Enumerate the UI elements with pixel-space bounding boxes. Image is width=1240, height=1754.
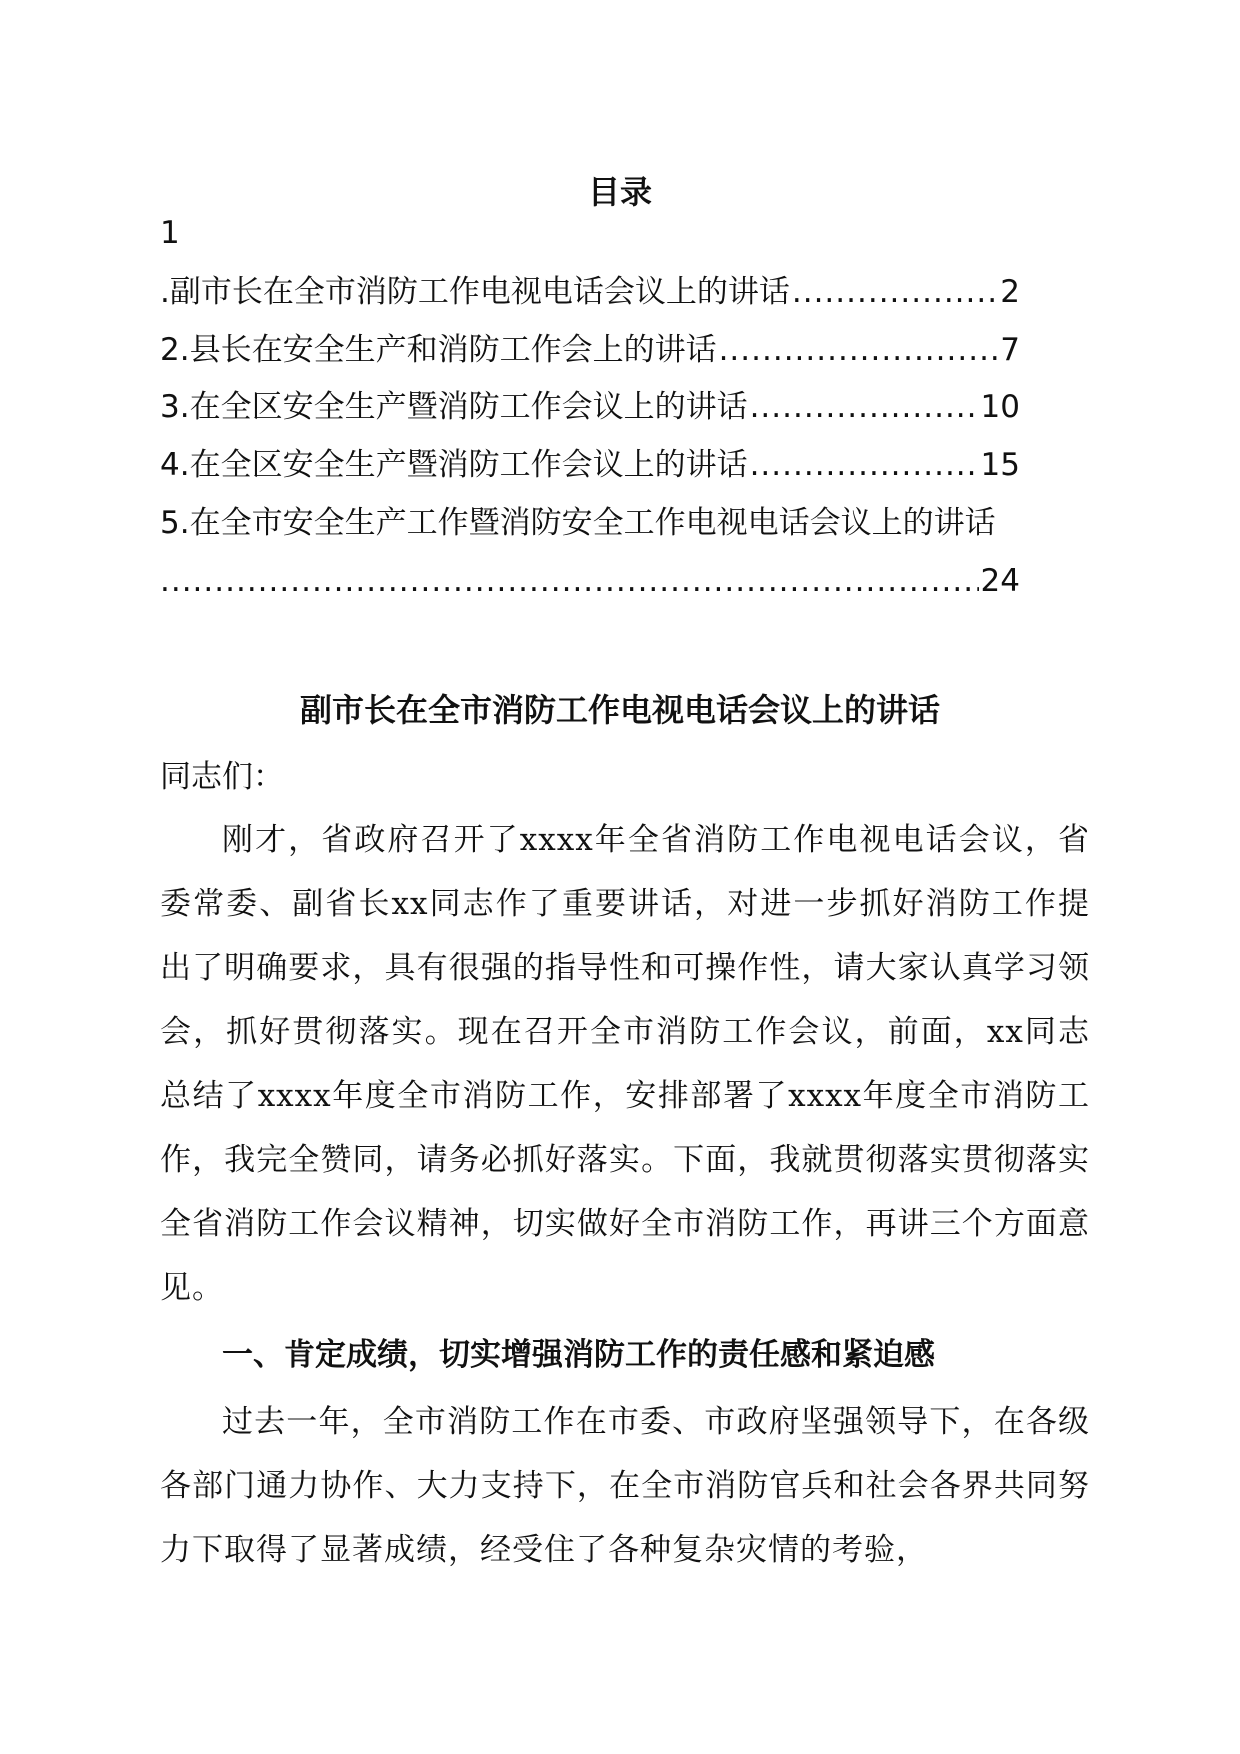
toc-entry-page: 10 bbox=[980, 389, 1020, 425]
toc-number-line: 1 bbox=[160, 215, 180, 251]
document-title: 副市长在全市消防工作电视电话会议上的讲话 bbox=[299, 691, 940, 729]
toc-leader-dots bbox=[750, 385, 979, 429]
salutation: 同志们： bbox=[160, 759, 284, 795]
toc-entry-1[interactable] bbox=[160, 270, 1020, 314]
toc-entry-4[interactable] bbox=[160, 443, 1020, 487]
toc-entry-label: 2.县长在安全生产和消防工作会上的讲话 bbox=[160, 332, 717, 368]
toc-entry-5-label[interactable]: 5.在全市安全生产工作暨消防安全工作电视电话会议上的讲话 bbox=[160, 505, 996, 541]
toc-entry-page: 15 bbox=[980, 447, 1020, 483]
toc-leader-dots bbox=[792, 270, 998, 314]
toc-entry-page: 2 bbox=[1000, 274, 1020, 310]
toc-title: 目录 bbox=[587, 173, 652, 211]
toc-entry-label: 3.在全区安全生产暨消防工作会议上的讲话 bbox=[160, 389, 748, 425]
body-paragraph: 过去一年，全市消防工作在市委、市政府坚强领导下，在各级各部门通力协作、大力支持下，在全市消防官兵和社会各界共同努力下取得了显著成绩，经受住了各种复杂灾情的考验， bbox=[160, 1404, 1090, 1568]
toc-entry-2[interactable] bbox=[160, 328, 1020, 372]
toc-entry-5-leader-line[interactable] bbox=[160, 559, 1020, 603]
toc-entry-3[interactable] bbox=[160, 385, 1020, 429]
toc-entry-page: 24 bbox=[980, 563, 1020, 599]
section-heading: 一、肯定成绩，切实增强消防工作的责任感和紧迫感 bbox=[222, 1337, 935, 1373]
toc-entry-label: .副市长在全市消防工作电视电话会议上的讲话 bbox=[160, 274, 790, 310]
toc-leader-dots bbox=[160, 559, 979, 603]
toc-entry-label: 4.在全区安全生产暨消防工作会议上的讲话 bbox=[160, 447, 748, 483]
toc-leader-dots bbox=[719, 328, 999, 372]
body-paragraph: 刚才，省政府召开了xxxx年全省消防工作电视电话会议，省委常委、副省长xx同志作了重要讲话，对进一步抓好消防工作提出了明确要求，具有很强的指导性和可操作性，请大家认真学习领会，抓好贯彻落实。现在召开全市消防工作会议，前面，xx同志总结了xxxx年度全市消防工作，安排部署了xxxx年度全市消防工作，我完全赞同，请务必抓好落实。下面，我就贯彻落实贯彻落实全省消防工作会议精神，切实做好全市消防工作，再讲三个方面意见。 bbox=[160, 822, 1090, 1306]
toc-entry-page: 7 bbox=[1000, 332, 1020, 368]
toc-leader-dots bbox=[750, 443, 979, 487]
